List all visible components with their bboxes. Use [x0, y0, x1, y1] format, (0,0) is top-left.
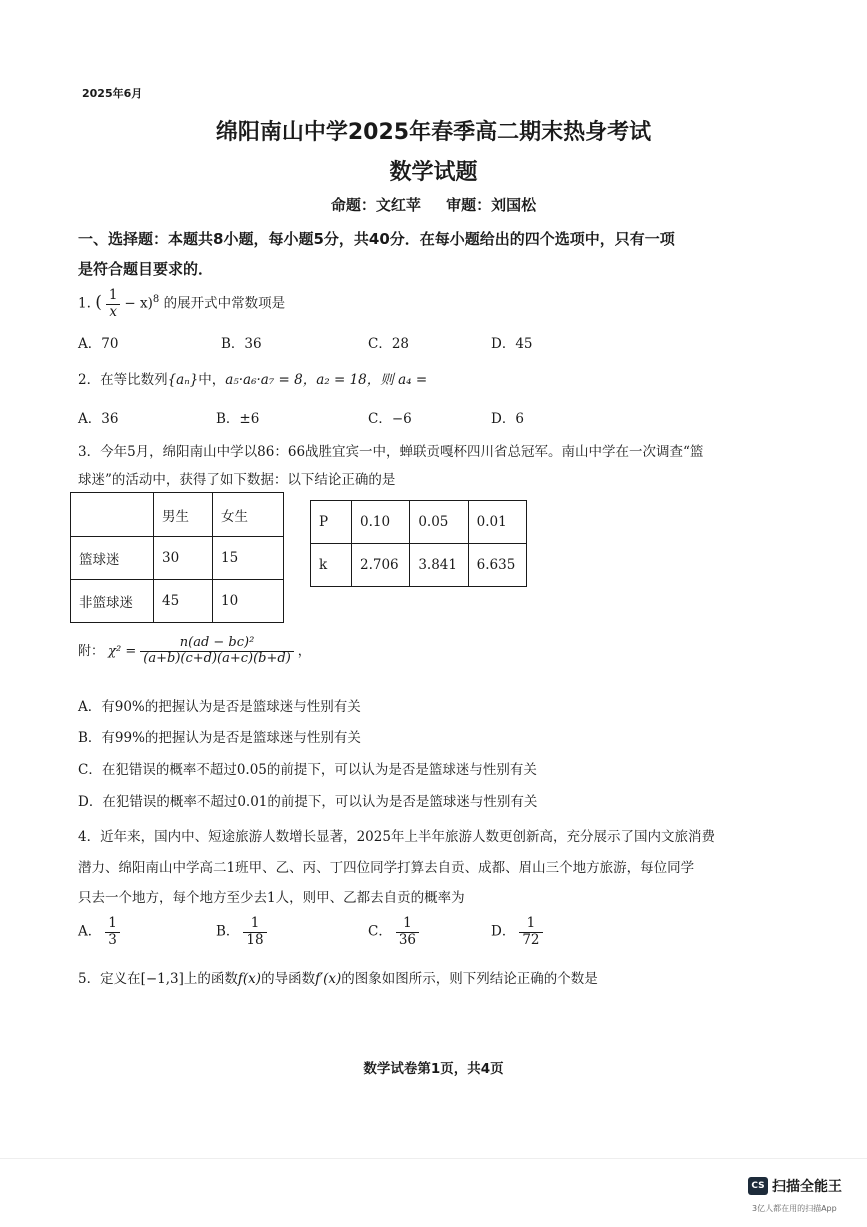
q4-option-d: D． $\frac{1}{72}$: [491, 916, 547, 948]
exam-subject: 数学试题: [389, 160, 478, 185]
q2-option-d: D．6: [491, 411, 524, 427]
q3-option-b: B．有99%的把握认为是否是篮球迷与性别有关: [78, 730, 361, 746]
table-cell: 30: [154, 537, 213, 580]
q3-option-a: A．有90%的把握认为是否是篮球迷与性别有关: [78, 699, 361, 715]
table-header-cell: 女生: [213, 493, 284, 537]
author: 命题：文红苹: [330, 196, 421, 214]
table-cell: 45: [154, 580, 213, 623]
table-cell: 3.841: [410, 544, 468, 587]
q2-option-a: A．36: [78, 411, 119, 427]
table-header-cell: [71, 493, 154, 537]
table-cell: k: [311, 544, 352, 587]
chi-square-formula: 附： χ² = $\frac{\text{n(ad − bc)²}}{(a+b)(c+d)(a+c)(b+d)}$ ，: [78, 635, 311, 666]
question-3-line2: 球迷”的活动中，获得了如下数据：以下结论正确的是: [78, 472, 396, 488]
critical-value-table: [310, 500, 527, 587]
table-cell: 0.01: [468, 501, 526, 544]
question-3-line1: 3．今年5月，绵阳南山中学以86：66战胜宜宾一中，蝉联贡嘎杯四川省总冠军。南山中学在一次调查“篮: [78, 444, 704, 460]
table-cell: 篮球迷: [71, 537, 154, 580]
q1-fraction: $\frac{1}{x}$: [106, 288, 121, 320]
contingency-table: [70, 492, 284, 623]
question-4-line1: 4．近年来，国内中、短途旅游人数增长显著，2025年上半年旅游人数更创新高，充分展示了国内文旅消费: [78, 829, 715, 845]
q2-option-c: C．−6: [368, 411, 412, 427]
question-1: 1. ( $\frac{1}{x}$ − x)$^8$ 的展开式中常数项是: [78, 287, 286, 320]
question-2: 2．在等比数列{aₙ}中，a₅·a₆·a₇ = 8，a₂ = 18，则 a₄ =: [78, 372, 428, 388]
table-cell: 10: [213, 580, 284, 623]
q1-option-c: C．28: [368, 336, 410, 352]
scanner-tagline: 3亿人都在用的扫描App: [752, 1204, 837, 1213]
table-cell: 非篮球迷: [71, 580, 154, 623]
page-footer: 数学试卷第1页，共4页: [363, 1061, 504, 1077]
scanner-watermark: [748, 1176, 842, 1196]
q1-option-a: A．70: [78, 336, 119, 352]
section-heading-line1: 一、选择题：本题共8小题，每小题5分，共40分．在每小题给出的四个选项中，只有一项: [78, 230, 675, 248]
question-5: 5．定义在[−1,3]上的函数f(x)的导函数f′(x)的图象如图所示，则下列结论正确的个数是: [78, 971, 598, 987]
formula-fraction: $\frac{\text{n(ad − bc)²}}{(a+b)(c+d)(a+c)(b+d)}$: [140, 636, 294, 667]
scan-divider: [0, 1158, 867, 1159]
table-cell: 2.706: [352, 544, 410, 587]
section-heading-line2: 是符合题目要求的．: [78, 260, 214, 278]
table-cell: 0.05: [410, 501, 468, 544]
camscanner-logo-icon: CS: [748, 1177, 768, 1195]
q3-option-c: C．在犯错误的概率不超过0.05的前提下，可以认为是否是篮球迷与性别有关: [78, 762, 537, 778]
reviewer: 审题：刘国松: [446, 196, 537, 214]
q1-option-d: D．45: [491, 336, 533, 352]
question-4-line2: 潜力、绵阳南山中学高二1班甲、乙、丙、丁四位同学打算去自贡、成都、眉山三个地方旅游，每位同学: [78, 860, 695, 876]
table-cell: 0.10: [352, 501, 410, 544]
scanner-brand: 扫描全能王: [772, 1179, 842, 1195]
q2-option-b: B．±6: [216, 411, 260, 427]
table-header-cell: 男生: [154, 493, 213, 537]
q3-option-d: D．在犯错误的概率不超过0.01的前提下，可以认为是否是篮球迷与性别有关: [78, 794, 538, 810]
table-cell: 15: [213, 537, 284, 580]
exam-date: 2025年6月: [82, 87, 143, 100]
q4-option-b: B． $\frac{1}{18}$: [216, 916, 271, 948]
exam-authors: [0, 194, 867, 215]
exam-title: 绵阳南山中学2025年春季高二期末热身考试: [215, 120, 652, 145]
table-cell: P: [311, 501, 352, 544]
q1-option-b: B．36: [221, 336, 262, 352]
question-4-line3: 只去一个地方，每个地方至少去1人，则甲、乙都去自贡的概率为: [78, 890, 465, 906]
q4-option-a: A． $\frac{1}{3}$: [78, 916, 124, 948]
table-cell: 6.635: [468, 544, 526, 587]
q4-option-c: C． $\frac{1}{36}$: [368, 916, 423, 948]
